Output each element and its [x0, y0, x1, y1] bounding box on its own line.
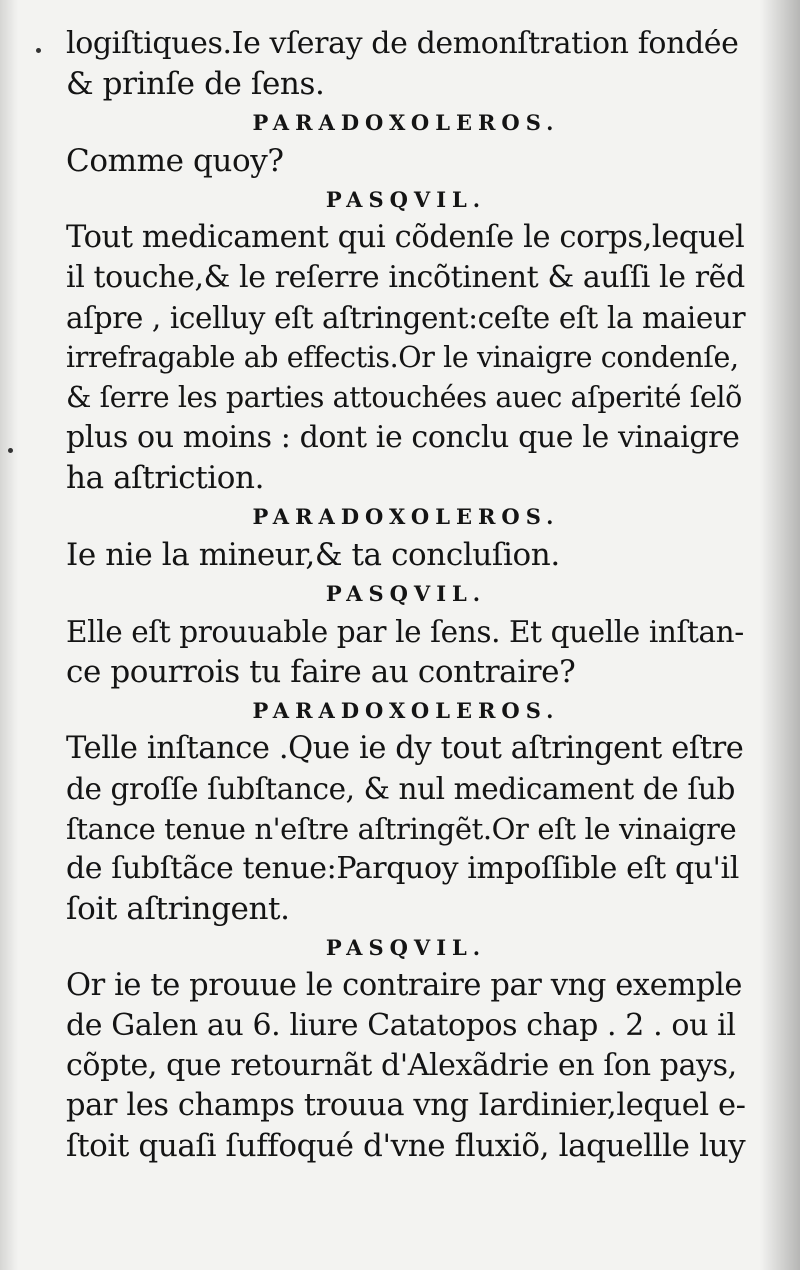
- text-line: irrefragable ab effectis.Or le vinaigre condenſe,: [66, 341, 739, 374]
- speaker-heading: PASQVIL.: [325, 187, 487, 212]
- text-line: Elle eſt prouuable par le ſens. Et quelle inſtan-: [66, 615, 744, 649]
- speaker-heading: PASQVIL.: [325, 581, 487, 606]
- text-line: par les champs trouua vng Iardinier,lequel e-: [66, 1088, 746, 1123]
- speaker-heading: PASQVIL.: [325, 935, 487, 960]
- speaker-heading: PARADOXOLEROS.: [252, 698, 560, 723]
- text-line: Ie nie la mineur,& ta concluſion.: [66, 537, 560, 573]
- text-line: de groſſe ſubſtance, & nul medicament de ſub: [66, 772, 735, 806]
- text-line: ſtance tenue n'eſtre aſtringẽt.Or eſt le vinaigre: [66, 812, 737, 846]
- text-line: & prinſe de ſens.: [66, 66, 325, 102]
- text-line: Tout medicament qui cõdenſe le corps,lequel: [66, 220, 745, 255]
- text-line: ſtoit quaſi ſuffoqué d'vne fluxiõ, laquellle luy: [66, 1128, 746, 1164]
- text-line: logiſtiques.Ie vſeray de demonſtration fondée: [66, 26, 739, 61]
- text-line: cõpte, que retournãt d'Alexãdrie en ſon pays,: [66, 1048, 737, 1083]
- text-line: Telle inſtance .Que ie dy tout aſtringent eſtre: [66, 731, 744, 766]
- text-line: Comme quoy?: [66, 143, 284, 179]
- text-line: & ſerre les parties attouchées auec aſperité ſelõ: [66, 381, 742, 414]
- ink-speck: [8, 448, 13, 453]
- text-line: plus ou moins : dont ie conclu que le vinaigre: [66, 420, 740, 455]
- text-line: ce pourrois tu faire au contraire?: [66, 654, 576, 690]
- page-left-edge: [0, 0, 18, 1270]
- text-line: aſpre , icelluy eſt aſtringent:ceſte eſt la maieur: [66, 301, 746, 335]
- text-line: Or ie te prouue le contraire par vng exemple: [66, 968, 742, 1003]
- speaker-heading: PARADOXOLEROS.: [252, 110, 560, 135]
- page-text: [66, 24, 746, 1166]
- text-line: il touche,& le reſerre incõtinent & auſſi le rẽd: [66, 260, 745, 295]
- speaker-heading: PARADOXOLEROS.: [252, 504, 560, 529]
- text-line: de Galen au 6. liure Catatopos chap . 2 . ou il: [66, 1008, 736, 1043]
- ink-speck: [36, 48, 41, 53]
- gutter-shadow: [760, 0, 800, 1270]
- text-line: ha aſtriction.: [66, 460, 265, 496]
- text-line: ſoit aſtringent.: [66, 891, 290, 927]
- text-line: de ſubſtãce tenue:Parquoy impoſſible eſt qu'il: [66, 851, 739, 886]
